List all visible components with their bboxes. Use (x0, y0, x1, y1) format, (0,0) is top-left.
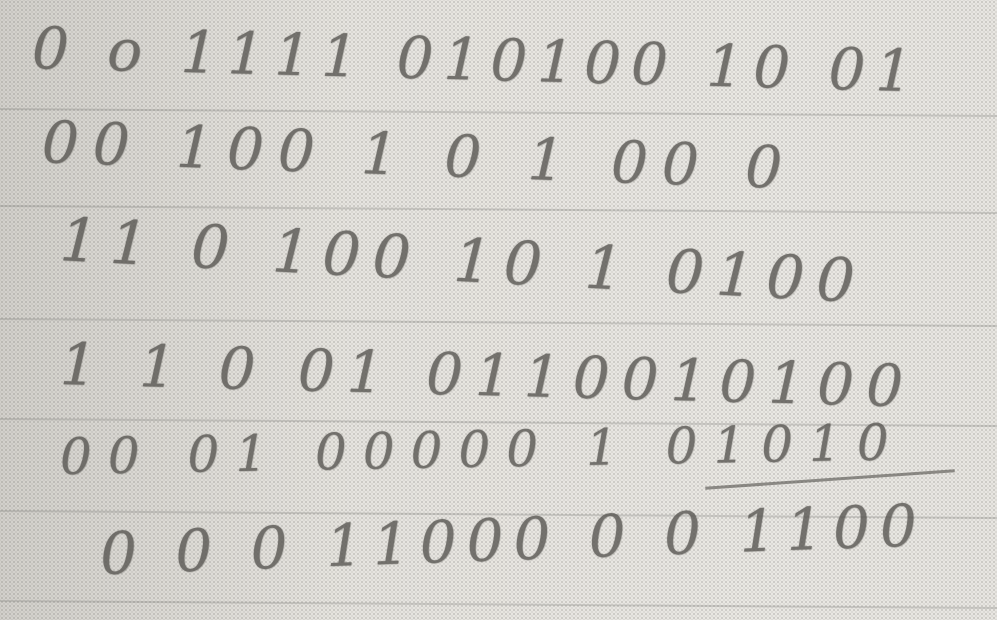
ruled-line (0, 600, 997, 609)
handwritten-line-2: 00 100 1 0 1 00 0 (40, 108, 798, 203)
handwritten-line-3: 11 0 100 10 1 0100 (58, 205, 869, 318)
handwritten-line-4: 1 1 0 01 0110010100 (59, 330, 916, 421)
ruled-line (0, 318, 997, 327)
handwritten-line-1: 0 o 1111 010100 10 01 (31, 14, 924, 106)
handwritten-line-5: 00 01 00000 1 01010 (59, 413, 906, 486)
handwritten-line-6: 0 0 0 11000 0 0 1100 (98, 491, 928, 588)
